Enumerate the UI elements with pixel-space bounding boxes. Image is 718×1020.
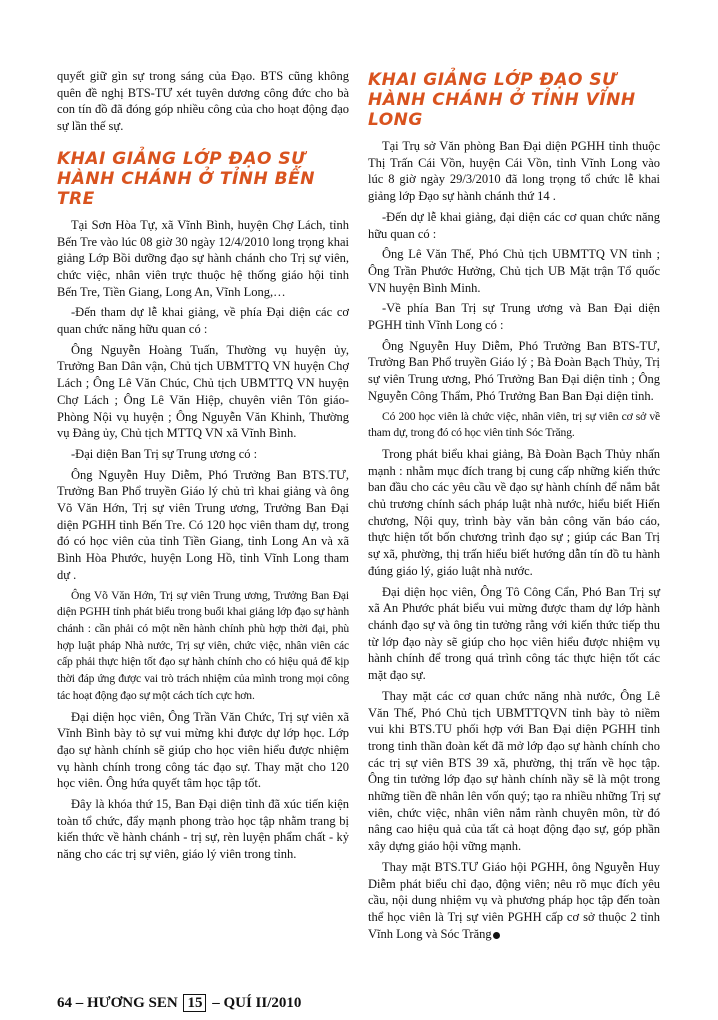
paragraph: Trong phát biểu khai giảng, Bà Đoàn Bạch Thủy nhấn mạnh : nhằm mục đích trang bị cung cấp những kiến thức ban đầu cho các yêu cầu về đạo sự hành chính để nắm bắt chủ trương chính sách pháp luật nhà nước, hiểu biết Hiến chương, Nội quy, trình bày văn bản công văn báo cáo, thực hiện tốt bốn chương trình đạo sự ; giúp các Ban Trị sự xã, phường, thị trấn hiểu biết hướng dẫn tín đồ tu hành đúng giáo lý, giáo luật nhà nước. bbox=[368, 446, 660, 578]
issue-period: QUÍ II/2010 bbox=[223, 995, 302, 1011]
paragraph: Tại Trụ sở Văn phòng Ban Đại diện PGHH tỉnh thuộc Thị Trấn Cái Vồn, huyện Cái Vồn, tỉnh Vĩnh Long vào lúc 8 giờ ngày 29/3/2010 đã long trọng tổ chức lễ khai giảng lớp Đạo sự hành chánh thứ 14 . bbox=[368, 139, 660, 204]
continued-paragraph: quyết giữ gìn sự trong sáng của Đạo. BTS cũng không quên đề nghị BTS-TƯ xét tuyên dương công đức cho bà con tín đồ đã đóng góp nhiều công của cho hoạt động đạo sự lần thế sự. bbox=[57, 69, 349, 134]
final-paragraph-text: Thay mặt BTS.TƯ Giáo hội PGHH, ông Nguyễn Huy Diễm phát biểu chỉ đạo, động viên; nêu rõ mục đích yêu cầu, nội dung nhiệm vụ và phương pháp học tập đến toàn thể học viên là Trị sự viên PGHH cấp cơ sở thuộc 2 tỉnh Vĩnh Long và Sóc Trăng bbox=[368, 859, 660, 941]
page-footer bbox=[57, 994, 357, 1012]
left-column bbox=[57, 68, 349, 867]
footer-dash: – bbox=[75, 995, 84, 1011]
paragraph: -Đến dự lễ khai giảng, đại diện các cơ quan chức năng hữu quan có : bbox=[368, 209, 660, 241]
paragraph: Ông Nguyễn Hoàng Tuấn, Thường vụ huyện ủy, Trưởng Ban Dân vận, Chủ tịch UBMTTQ VN huyện Chợ Lách ; Ông Lê Văn Chúc, Chủ tịch UBMTTQ VN huyện Chợ Lách ; Ông Lê Văn Hiệp, chuyên viên Tôn giáo-Phòng Nội vụ huyện ; Ông Nguyễn Văn Khinh, Thường vụ Đảng ủy, Chủ tịch MTTQ VN xã Vĩnh Bình. bbox=[57, 342, 349, 441]
paragraph: -Về phía Ban Trị sự Trung ương và Ban Đại diện PGHH tỉnh Vĩnh Long có : bbox=[368, 301, 660, 333]
paragraph: Đây là khóa thứ 15, Ban Đại diện tỉnh đã xúc tiến kiện toàn tổ chức, đẩy mạnh phong trào học tập nhằm trang bị kiến thức về hành chánh - trị sự, rèn luyện phẩm chất - kỷ năng cho các trị sự viên, giáo lý viên trong tỉnh. bbox=[57, 797, 349, 862]
end-mark-icon bbox=[493, 932, 500, 939]
paragraph: Đại diện học viên, Ông Tô Công Cẩn, Phó Ban Trị sự xã An Phước phát biểu vui mừng được tham dự lớp hành chánh đạo sự và ông tin tưởng rằng với kiến thức tiếp thu từ lớp đạo này sẽ giúp cho học viên hiểu được nhiệm vụ hành chính để trong quá trình công tác thực hiện tốt các mặt đạo sự. bbox=[368, 584, 660, 683]
paragraph: Có 200 học viên là chức việc, nhân viên, trị sự viên cơ sở về tham dự, trong đó có học viên tỉnh Sóc Trăng. bbox=[368, 409, 660, 440]
paragraph: Ông Võ Văn Hớn, Trị sự viên Trung ương, Trưởng Ban Đại diện PGHH tỉnh phát biểu trong buổi khai giảng lớp đạo sự hành chánh : cần phải có một nền hành chính phù hợp thời đại, phù hợp luật pháp Nhà nước, Trị sự viên, chức việc, nhân viên các cấp phải thực hiện tốt đạo sự hành chính cho có hiệu quả để kịp thời đáp ứng được vai trò trách nhiệm của mình trong mọi công tác hoạt động đạo sự một cách tích cực hơn. bbox=[57, 588, 349, 702]
article-heading-ben-tre: KHAI GIẢNG LỚP ĐẠO SỰ HÀNH CHÁNH Ở TỈNH BẾN TRE bbox=[57, 148, 315, 209]
magazine-name: HƯƠNG SEN bbox=[87, 995, 178, 1011]
paragraph: Đại diện học viên, Ông Trần Văn Chức, Trị sự viên xã Vĩnh Bình bày tỏ sự vui mừng khi được dự lớp học. Lớp đạo sự hành chính sẽ giúp cho học viên hiểu được nhiệm vụ hành chính trong công tác đạo sự. Thay mặt cho 120 học viên. Ông hứa quyết tâm học tập tốt. bbox=[57, 709, 349, 791]
paragraph: Ông Nguyễn Huy Diễm, Phó Trưởng Ban BTS-TƯ, Trưởng Ban Phổ truyền Giáo lý ; Bà Đoàn Bạch Thủy, Trị sự viên Trung ương, Phó Trưởng Ban Đại diện tỉnh ; Ông Nguyễn Công Thẩm, Phó Trưởng Ban Ban Đại diện tỉnh. bbox=[368, 338, 660, 403]
paragraph: -Đến tham dự lễ khai giảng, về phía Đại diện các cơ quan chức năng hữu quan có : bbox=[57, 305, 349, 337]
article-heading-vinh-long: KHAI GIẢNG LỚP ĐẠO SỰ HÀNH CHÁNH Ở TỈNH VĨNH LONG bbox=[368, 70, 636, 130]
paragraph: Ông Nguyễn Huy Diễm, Phó Trưởng Ban BTS.TƯ, Trưởng Ban Phổ truyền Giáo lý chủ trì khai giảng và ông Võ Văn Hớn, Trị sự viên Trung ương, Trưởng Ban Đại diện PGHH tỉnh Bến Tre. Có 120 học viên tham dự, trong đó có học viên của tỉnh Tiền Giang, tỉnh Long An và xã Bình Hòa Phước, huyện Long Hồ, tỉnh Vĩnh Long tham dự . bbox=[57, 467, 349, 582]
page-number: 64 bbox=[57, 995, 72, 1011]
final-paragraph bbox=[368, 859, 660, 943]
right-column bbox=[368, 70, 660, 946]
issue-number: 15 bbox=[183, 994, 206, 1012]
footer-dash: – bbox=[212, 995, 220, 1011]
paragraph: Ông Lê Văn Thế, Phó Chủ tịch UBMTTQ VN tỉnh ; Ông Trần Phước Hưởng, Chủ tịch UB Mặt trận Tổ quốc VN huyện Bình Minh. bbox=[368, 247, 660, 295]
paragraph: Thay mặt các cơ quan chức năng nhà nước, Ông Lê Văn Thế, Phó Chủ tịch UBMTTQVN tỉnh bày tỏ niềm vui khi BTS.TU phối hợp với Ban Đại diện PGHH tỉnh trong tinh thần đoàn kết đã mở lớp đạo sự hành chính cho các trị sự viên BTS 39 xã, phường, thị trấn về học tập. Ông tin tưởng lớp đạo sự hành chính nầy sẽ là một trong những tiền đề nhân lên vốn quý; tạo ra nhiều những Trị sự viên, chức việc, nhân viên nắm rành chuyên môn, từ đó nâng cao hiệu quả của tất cả hoạt động đạo sự, góp phần xây dựng giáo hội vững mạnh. bbox=[368, 688, 660, 854]
paragraph: -Đại diện Ban Trị sự Trung ương có : bbox=[71, 446, 258, 461]
paragraph: Tại Sơn Hòa Tự, xã Vĩnh Bình, huyện Chợ Lách, tỉnh Bến Tre vào lúc 08 giờ 30 ngày 12/4/2010 long trọng khai giảng Lớp Bồi dưỡng đạo sự hành chánh cho Trị sự viên, chức việc, nhân viên trực thuộc hệ thống giáo hội tỉnh Bến Tre, Tiền Giang, Long An, Vĩnh Long,… bbox=[57, 217, 349, 299]
